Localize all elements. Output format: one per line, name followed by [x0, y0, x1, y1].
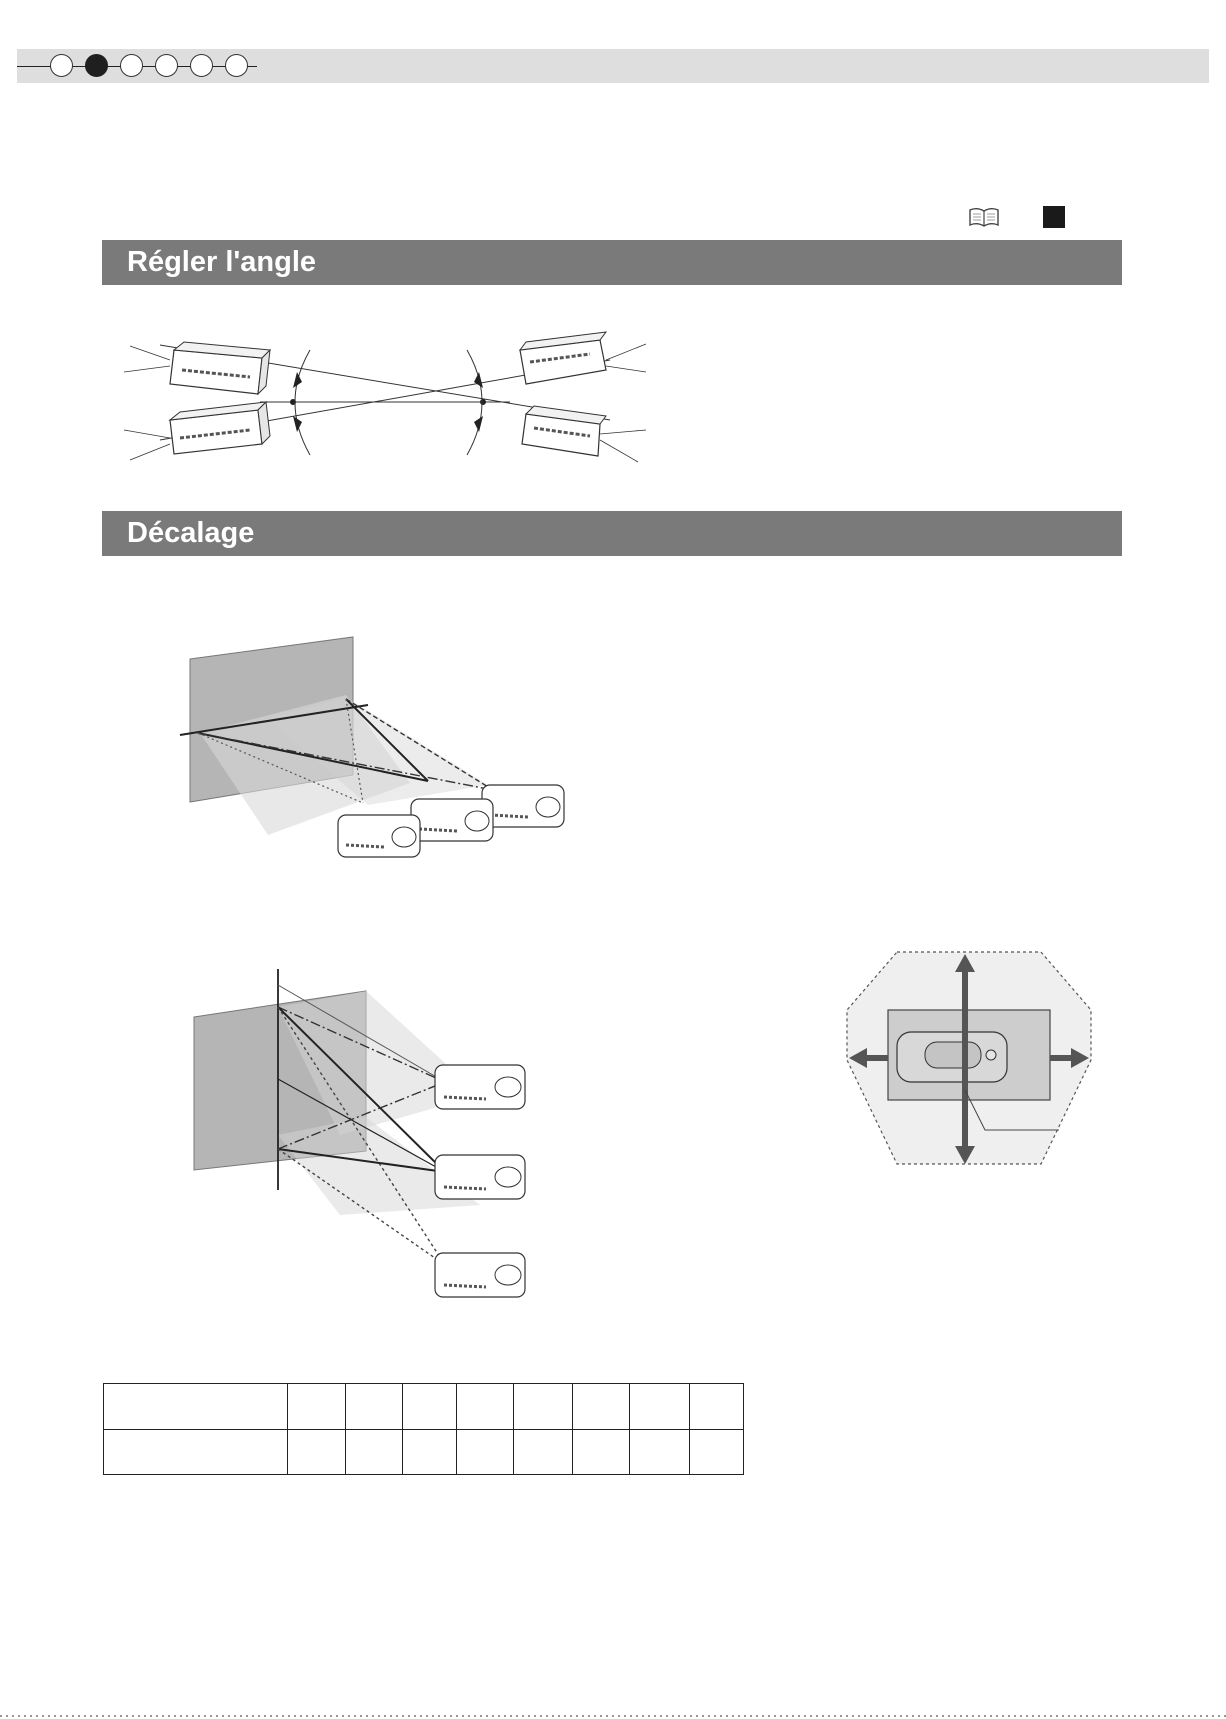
table-cell [573, 1384, 630, 1430]
projector-left [338, 815, 420, 857]
step-indicator-bar [17, 49, 1209, 83]
step-dot-4[interactable] [155, 54, 178, 77]
table-cell [457, 1384, 514, 1430]
table-cell [287, 1429, 345, 1475]
table-cell [457, 1429, 514, 1475]
step-dot-6[interactable] [225, 54, 248, 77]
footer-dotted-rule [0, 1715, 1226, 1717]
table-cell [345, 1429, 402, 1475]
section-header-shift [102, 511, 1122, 556]
table-cell [104, 1429, 288, 1475]
table-cell [402, 1384, 457, 1430]
projector-tilted-right-upper [520, 332, 606, 384]
projector-right [482, 785, 564, 827]
table-cell [104, 1384, 288, 1430]
table-row [104, 1429, 744, 1475]
table-cell [630, 1384, 690, 1430]
angle-adjust-diagram [130, 330, 650, 470]
shift-range-table [103, 1383, 744, 1475]
horizontal-shift-diagram [178, 635, 578, 865]
projector-tilted-left-upper [170, 342, 270, 394]
lens-shift-range-diagram [845, 950, 1095, 1170]
projector-tilted-left-lower [170, 402, 270, 454]
step-dot-1[interactable] [50, 54, 73, 77]
table-cell [287, 1384, 345, 1430]
projector-center [411, 799, 493, 841]
table-cell [630, 1429, 690, 1475]
projector-tilted-right-lower [522, 406, 606, 456]
vertical-shift-diagram [190, 965, 540, 1310]
black-square-marker [1043, 206, 1065, 228]
table-row [104, 1384, 744, 1430]
projector-middle [435, 1155, 525, 1199]
projector-top [435, 1065, 525, 1109]
table-cell [573, 1429, 630, 1475]
section-title-angle: Régler l'angle [127, 246, 317, 278]
table-cell [514, 1429, 573, 1475]
table-cell [690, 1384, 744, 1430]
table-cell [514, 1384, 573, 1430]
projector-top-view [897, 1032, 1007, 1082]
projector-bottom [435, 1253, 525, 1297]
step-dot-3[interactable] [120, 54, 143, 77]
step-dot-5[interactable] [190, 54, 213, 77]
section-header-angle [102, 240, 1122, 285]
table-cell [690, 1429, 744, 1475]
step-dot-2-active[interactable] [85, 54, 108, 77]
section-title-shift: Décalage [127, 517, 255, 549]
table-cell [345, 1384, 402, 1430]
table-cell [402, 1429, 457, 1475]
book-icon [968, 207, 1000, 227]
